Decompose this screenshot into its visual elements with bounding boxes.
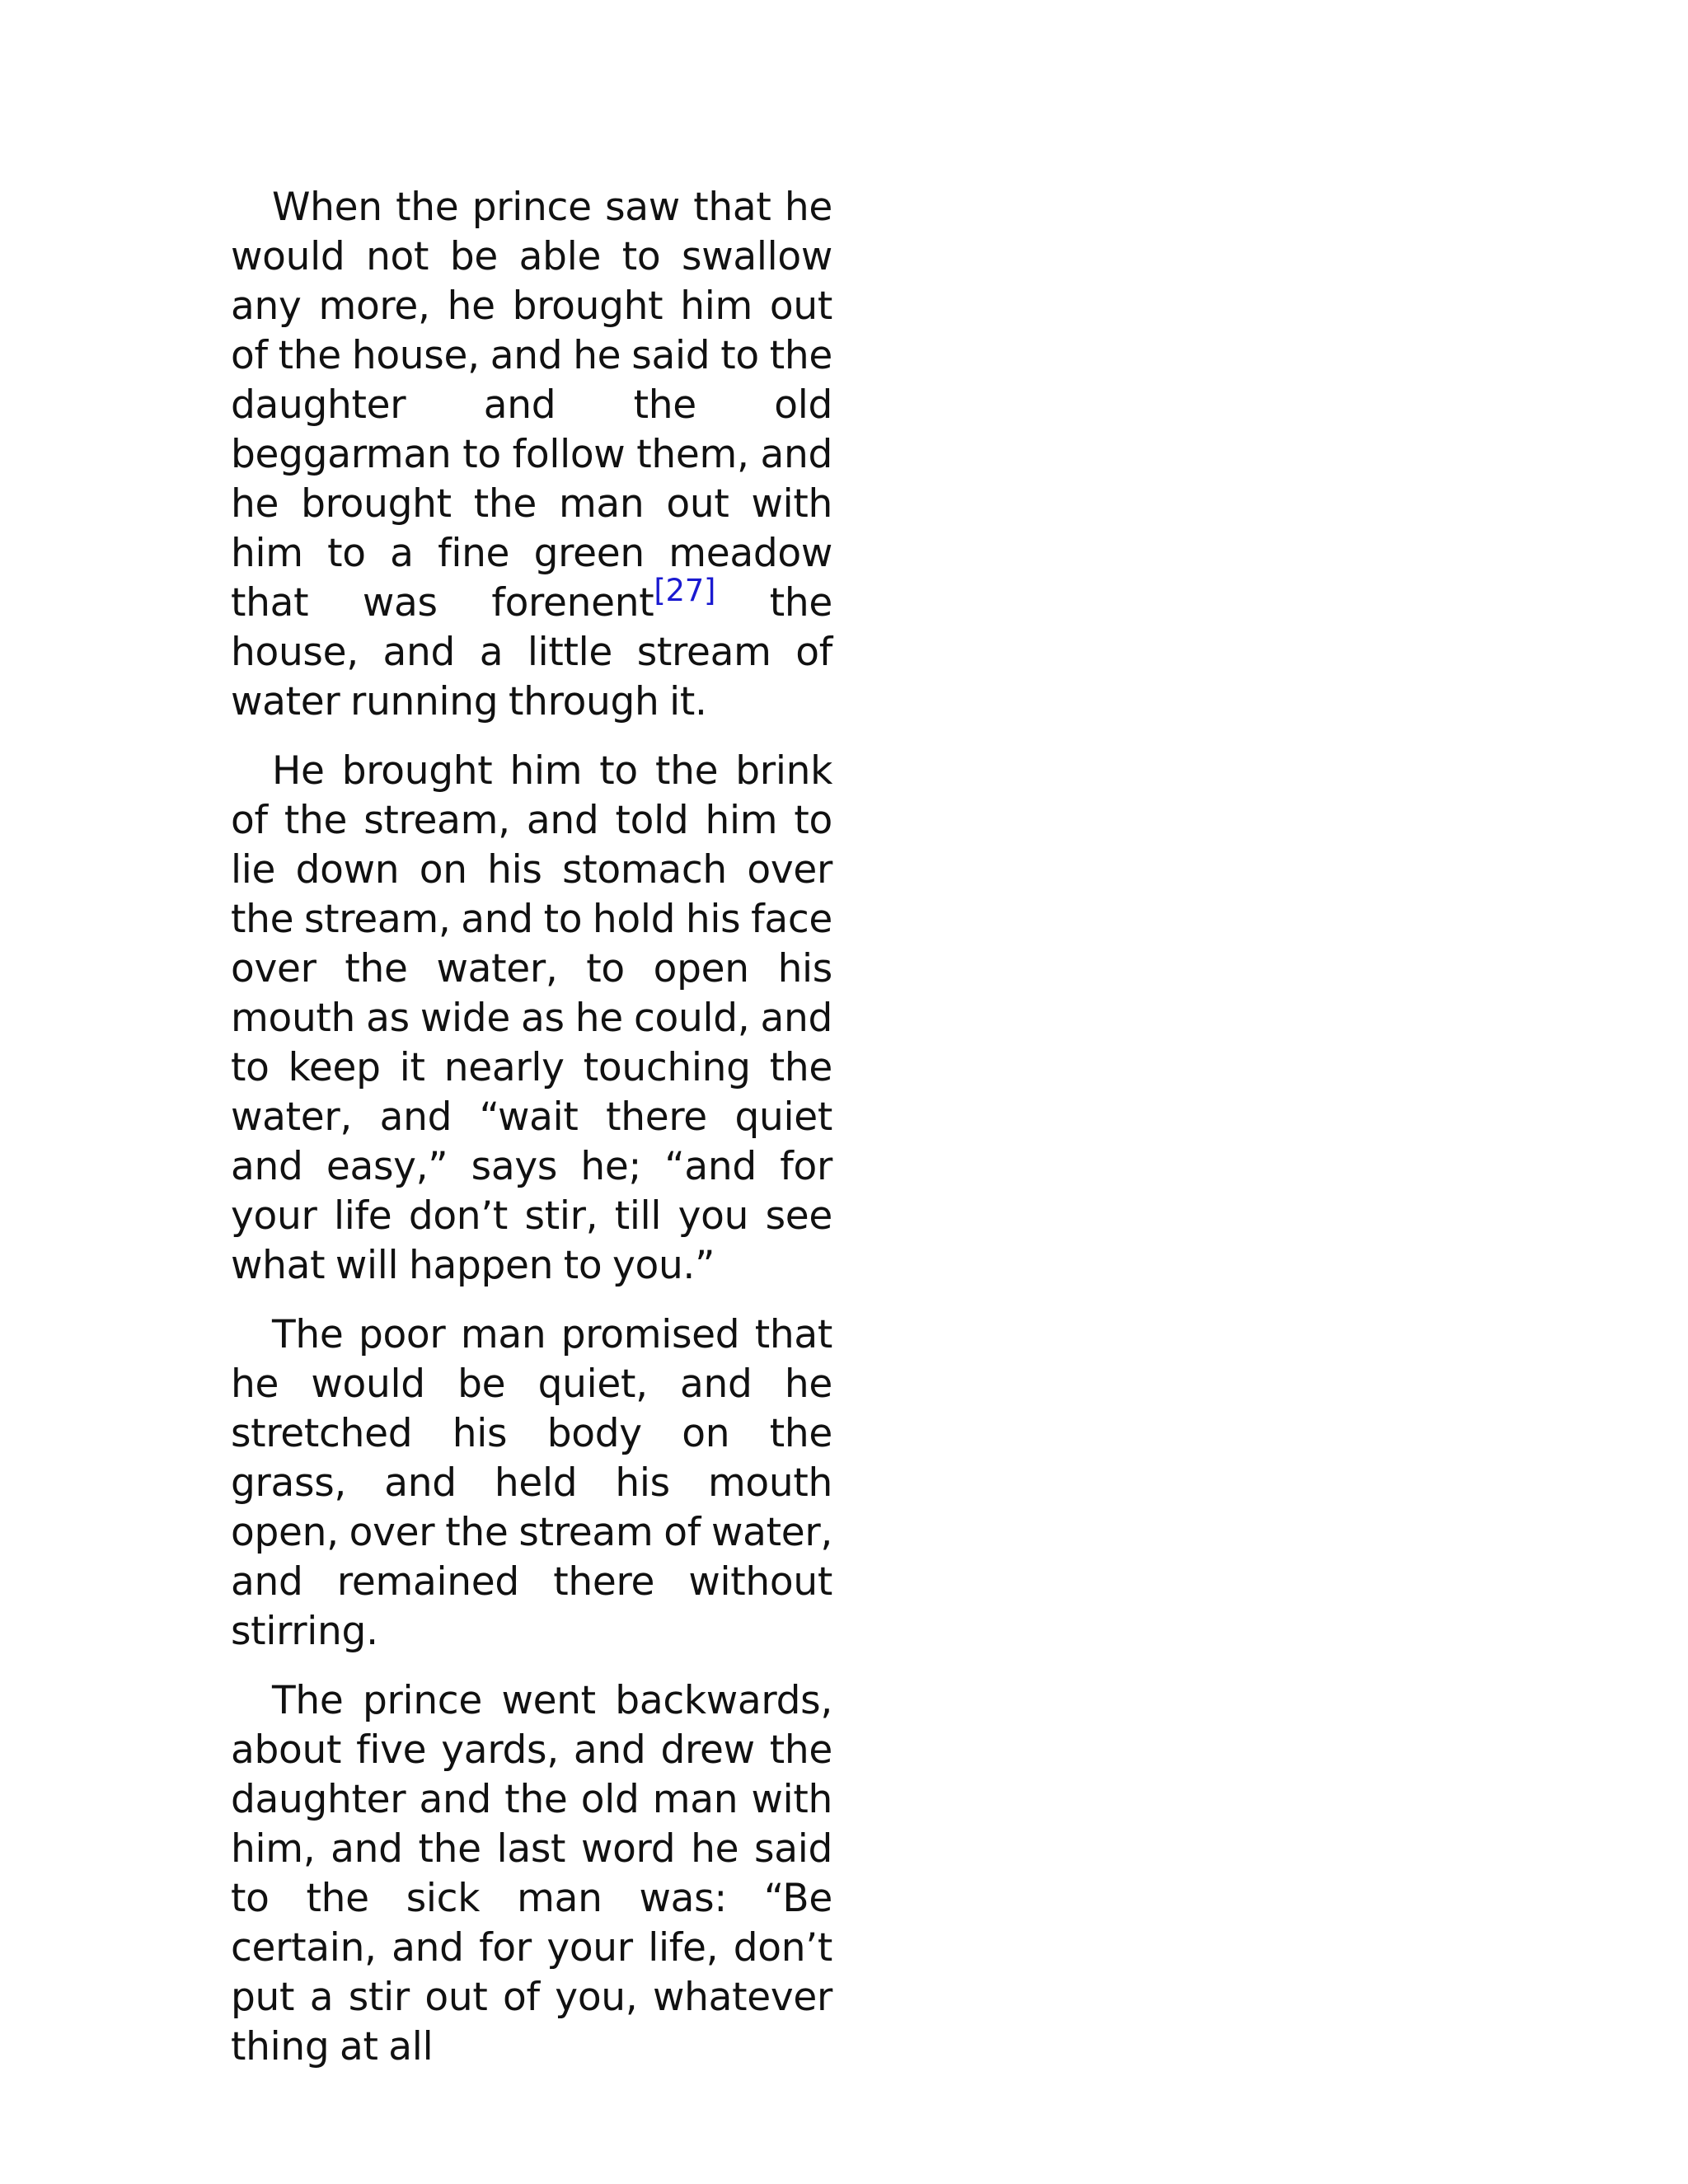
paragraph-1-text-continued: the house, and a little stream of water running through it. — [231, 580, 833, 724]
paragraph-3: The poor man promised that he would be quiet, and he stretched his body on the grass, and held his mouth open, over the stream of water, and remained there without stirring. — [231, 1312, 832, 1654]
paragraph-2: He brought him to the brink of the stream, and told him to lie down on his stomach over the stream, and to hold his face over the water, to open his mouth as wide as he could, and to keep it nearly touching the water, and “wait there quiet and easy,” says he; “and for your life don’t stir, till you see what will happen to you.” — [231, 748, 832, 1288]
paragraph-1-text: When the prince saw that he would not be able to swallow any more, he brought him out of the house, and he said to the daughter and the old beggarman to follow them, and he brought the man out with him to a fine green meadow that was forenent — [231, 185, 832, 626]
book-page — [231, 183, 833, 2069]
paragraph-1 — [231, 183, 832, 727]
paragraph-4: The prince went backwards, about five yards, and drew the daughter and the old man with him, and the last word he said to the sick man was: “Be certain, and for your life, don’t put a stir out of you, whatever thing at all — [231, 1678, 832, 2069]
footnote-link-27[interactable]: [27] — [654, 573, 716, 608]
